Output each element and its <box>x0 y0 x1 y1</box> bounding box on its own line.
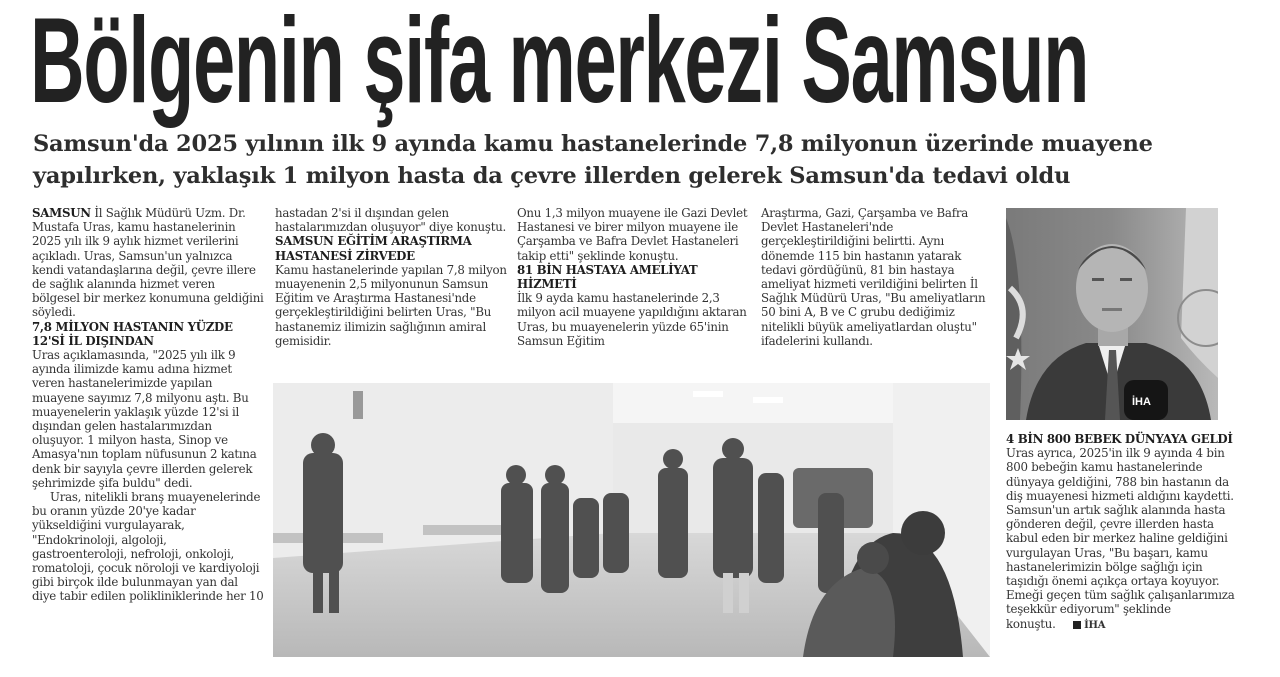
paragraph: Onu 1,3 milyon muayene ile Gazi Devlet Hastanesi ve birer milyon muayene ile Çarşamba ve Bafra Devlet Hastaneleri takip etti" şeklinde konuştu. <box>517 206 748 263</box>
subheading: 7,8 MİLYON HASTANIN YÜZDE 12'Sİ İL DIŞINDAN <box>32 319 233 348</box>
portrait-image <box>1006 208 1218 420</box>
paragraph: SAMSUN İl Sağlık Müdürü Uzm. Dr. Mustafa Uras, kamu hastanelerinin 2025 yılı ilk 9 aylık hizmet verilerini açıkladı. Uras, Samsun'un yalnızca kendi vatandaşlarına değil, çevre illere de sağlık alanında hizmet veren bölgesel bir merkez konumuna geldiğini söyledi. <box>32 206 264 320</box>
column-2 <box>275 206 507 348</box>
paragraph: Uras ayrıca, 2025'in ilk 9 ayında 4 bin 800 bebeğin kamu hastanelerinde dünyaya geldiğini, 788 bin hastanın da diş muayenesi hizmeti aldığını kaydetti. Samsun'un artık sağlık alanında hasta gönderen değil, çevre illerden hasta kabul eden bir merkez haline geldiğini vurgulayan Uras, "Bu başarı, kamu hastanelerimizin bölge sağlığı için taşıdığı önemi açıkça ortaya koyuyor. Emeği geçen tüm sağlık çalışanlarımıza teşekkür ediyorum" şeklinde konuştu. İHA <box>1006 446 1235 631</box>
portrait-photo <box>1006 208 1218 420</box>
paragraph: Uras, nitelikli branş muayenelerinde bu oranın yüzde 20'ye kadar yükseldiğini vurgulayarak, "Endokrinoloji, algoloji, gastroenteroloji, nefroloji, onkoloji, romatoloji, çocuk nöroloji ve kardiyoloji gibi birçok ilde bulunmayan yan dal diye tabir edilen polikliniklerinde her 10 <box>32 490 264 604</box>
column-4 <box>761 206 993 348</box>
paragraph: Kamu hastanelerinde yapılan 7,8 milyon muayenenin 2,5 milyonunun Samsun Eğitim ve Araştırma Hastanesi'nde gerçekleştirildiğini belirten Uras, "Bu hastanemiz ilimizin sağlığının amiral gemisidir. <box>275 262 507 348</box>
paragraph: İlk 9 ayda kamu hastanelerinde 2,3 milyon acil muayene yapıldığını aktaran Uras, bu muayenelerin yüzde 65'inin Samsun Eğitim <box>517 291 747 348</box>
subheading: SAMSUN EĞİTİM ARAŞTIRMA HASTANESİ ZİRVEDE <box>275 234 472 263</box>
credit: İHA <box>1073 620 1105 631</box>
subheading: 4 BİN 800 BEBEK DÜNYAYA GELDİ <box>1006 432 1233 446</box>
paragraph: Uras açıklamasında, "2025 yılı ilk 9 ayında ilimizde kamu adına hizmet veren hastanelerimizde yapılan muayene sayımız 7,8 milyonu aştı. Bu muayenelerin yaklaşık yüzde 12'si il dışından gelen hastalarımızdan oluşuyor. 1 milyon hasta, Sinop ve Amasya'nın toplam nüfusunun 2 katına denk bir sayıyla çevre illerden gelerek şehrimizde şifa buldu" dedi. <box>32 348 257 490</box>
iha-mic-label: İHA <box>1132 396 1151 408</box>
column-1 <box>32 206 264 604</box>
deck-subheadline: Samsun'da 2025 yılının ilk 9 ayında kamu hastanelerinde 7,8 milyonun üzerinde muayene yapılırken, yaklaşık 1 milyon hasta da çevre illerden gelerek Samsun'da tedavi oldu <box>33 131 1153 189</box>
column-5 <box>1006 432 1238 633</box>
square-bullet-icon <box>1073 621 1081 629</box>
subheading: 81 BİN HASTAYA AMELİYAT HİZMETİ <box>517 262 698 292</box>
hospital-corridor-image <box>273 383 990 657</box>
dateline: SAMSUN <box>32 206 91 220</box>
column-3 <box>517 206 751 348</box>
paragraph: hastadan 2'si il dışından gelen hastalarımızdan oluşuyor" diye konuştu. <box>275 206 507 235</box>
headline: Bölgenin şifa merkezi Samsun <box>30 0 1089 128</box>
hospital-corridor-photo <box>273 383 990 657</box>
paragraph: Araştırma, Gazi, Çarşamba ve Bafra Devlet Hastaneleri'nde gerçekleştirildiğini belirtti. Aynı dönemde 115 bin hastanın yatarak tedavi gördüğünü, 81 bin hastaya ameliyat hizmeti verildiğini belirten İl Sağlık Müdürü Uras, "Bu ameliyatların 50 bini A, B ve C grubu dediğimiz nitelikli büyük ameliyatlardan oluştu" ifadelerini kullandı. <box>761 206 986 348</box>
